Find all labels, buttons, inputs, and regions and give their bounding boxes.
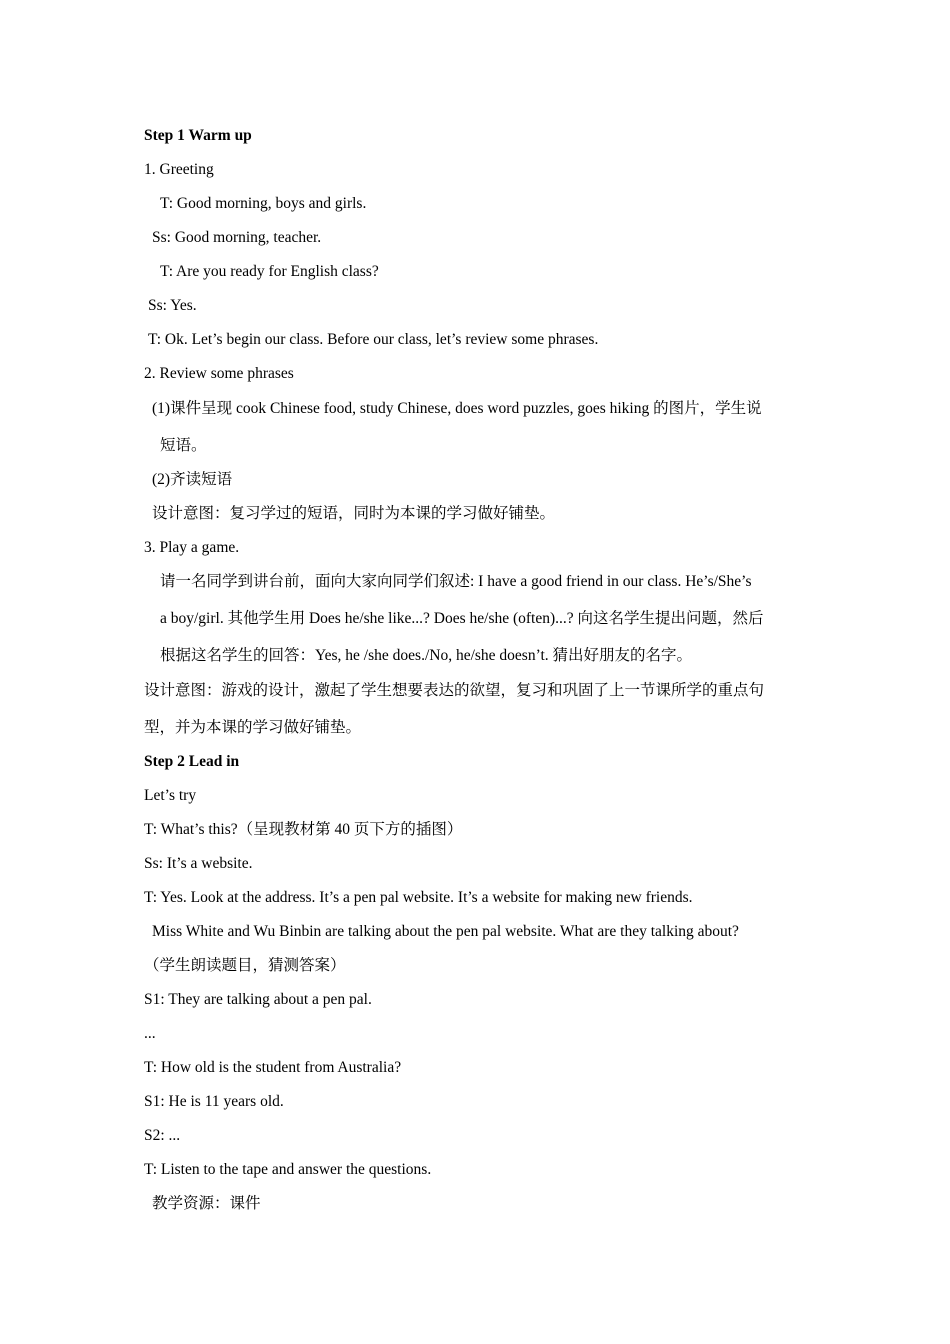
- greeting-line: Ss: Yes.: [148, 297, 197, 314]
- game-line: a boy/girl. 其他学生用 Does he/she like...? Does he/she (often)...? 向这名学生提出问题，然后: [160, 610, 764, 627]
- step2-line: Let’s try: [144, 787, 197, 804]
- greeting-line: T: Ok. Let’s begin our class. Before our class, let’s review some phrases.: [148, 331, 599, 348]
- step2-line: Miss White and Wu Binbin are talking about the pen pal website. What are they talking about?: [152, 923, 739, 940]
- step1-heading: Step 1 Warm up: [144, 127, 252, 144]
- game-intent-line: 型，并为本课的学习做好铺垫。: [144, 719, 362, 736]
- greeting-line: T: Good morning, boys and girls.: [160, 195, 367, 212]
- step2-heading: Step 2 Lead in: [144, 753, 240, 770]
- step2-line: （学生朗读题目，猜测答案）: [144, 957, 346, 974]
- game-intent-line: 设计意图：游戏的设计，激起了学生想要表达的欲望，复习和巩固了上一节课所学的重点句: [144, 682, 765, 699]
- step2-line: T: How old is the student from Australia?: [144, 1059, 402, 1076]
- step2-line: 教学资源：课件: [152, 1195, 261, 1212]
- step2-line: T: What’s this?（呈现教材第 40 页下方的插图）: [144, 821, 463, 838]
- step2-line: S1: They are talking about a pen pal.: [144, 991, 372, 1008]
- step2-line: T: Listen to the tape and answer the questions.: [144, 1161, 432, 1178]
- greeting-title: 1. Greeting: [144, 161, 214, 178]
- review-line: (1)课件呈现 cook Chinese food, study Chinese, does word puzzles, goes hiking 的图片，学生说: [152, 400, 762, 417]
- game-line: 请一名同学到讲台前，面向大家向同学们叙述: I have a good friend in our class. He’s/She’s: [160, 573, 752, 590]
- game-title: 3. Play a game.: [144, 539, 240, 556]
- review-title: 2. Review some phrases: [144, 365, 294, 382]
- review-line: (2)齐读短语: [152, 471, 233, 488]
- review-line: 短语。: [160, 437, 207, 454]
- greeting-line: T: Are you ready for English class?: [160, 263, 379, 280]
- step2-line: S2: ...: [144, 1127, 181, 1144]
- step2-line: T: Yes. Look at the address. It’s a pen pal website. It’s a website for making new friends.: [144, 889, 693, 906]
- greeting-line: Ss: Good morning, teacher.: [152, 229, 322, 246]
- step2-line: ...: [144, 1025, 156, 1042]
- step2-line: Ss: It’s a website.: [144, 855, 253, 872]
- step2-line: S1: He is 11 years old.: [144, 1093, 284, 1110]
- game-line: 根据这名学生的回答：Yes, he /she does./No, he/she doesn’t. 猜出好朋友的名字。: [160, 647, 693, 664]
- review-line: 设计意图：复习学过的短语，同时为本课的学习做好铺垫。: [152, 505, 556, 522]
